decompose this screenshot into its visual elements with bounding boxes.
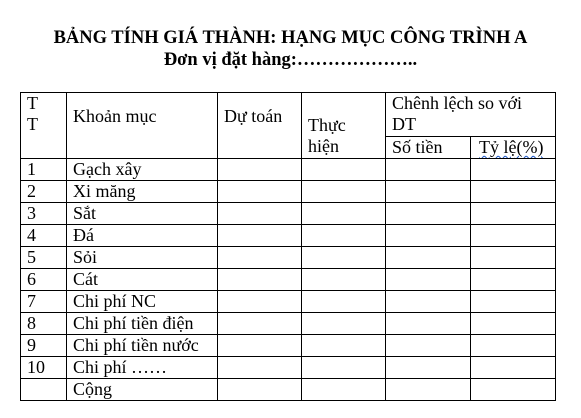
row-item: Chi phí tiền điện — [67, 313, 218, 335]
header-tt-line1: T — [27, 93, 38, 113]
row-actual — [302, 313, 386, 335]
row-variance-amount — [386, 357, 471, 379]
cost-table — [20, 92, 556, 401]
table-row — [21, 225, 556, 247]
row-actual — [302, 357, 386, 379]
row-item: Chi phí …… — [67, 357, 218, 379]
row-variance-ratio — [471, 291, 556, 313]
row-estimate — [218, 159, 302, 181]
header-variance-line2: DT — [392, 114, 416, 134]
table-row — [21, 335, 556, 357]
header-actual-line2: hiện — [308, 135, 339, 156]
row-actual — [302, 379, 386, 401]
row-variance-amount — [386, 291, 471, 313]
row-estimate — [218, 357, 302, 379]
row-item: Gạch xây — [67, 159, 218, 181]
ordering-unit-placeholder: ……………….. — [296, 50, 418, 70]
document-title: BẢNG TÍNH GIÁ THÀNH: HẠNG MỤC CÔNG TRÌNH A — [53, 28, 528, 48]
header-variance-line1: Chênh lệch so với — [392, 93, 522, 113]
row-variance-amount — [386, 269, 471, 291]
header-ratio-text: Tỷ lệ(%) — [479, 137, 544, 157]
row-estimate — [218, 379, 302, 401]
row-actual — [302, 159, 386, 181]
row-number — [21, 379, 67, 401]
row-estimate — [218, 225, 302, 247]
row-item: Chi phí NC — [67, 291, 218, 313]
table-row — [21, 357, 556, 379]
header-actual — [302, 93, 386, 159]
ordering-unit-label: Đơn vị đặt hàng: — [163, 50, 297, 70]
header-row-top — [21, 93, 556, 137]
row-number: 4 — [21, 225, 67, 247]
row-number: 1 — [21, 159, 67, 181]
row-item: Chi phí tiền nước — [67, 335, 218, 357]
row-actual — [302, 225, 386, 247]
header-estimate: Dự toán — [218, 93, 302, 159]
row-estimate — [218, 291, 302, 313]
row-actual — [302, 247, 386, 269]
row-number: 6 — [21, 269, 67, 291]
row-variance-amount — [386, 159, 471, 181]
row-item: Sắt — [67, 203, 218, 225]
row-variance-ratio — [471, 203, 556, 225]
row-variance-amount — [386, 335, 471, 357]
row-variance-amount — [386, 247, 471, 269]
row-estimate — [218, 203, 302, 225]
header-amount: Số tiền — [386, 137, 471, 159]
table-row — [21, 379, 556, 401]
row-number: 9 — [21, 335, 67, 357]
row-number: 7 — [21, 291, 67, 313]
row-actual — [302, 269, 386, 291]
row-estimate — [218, 247, 302, 269]
cost-table-body — [21, 93, 556, 401]
row-variance-ratio — [471, 335, 556, 357]
row-variance-ratio — [471, 357, 556, 379]
table-row — [21, 247, 556, 269]
row-estimate — [218, 269, 302, 291]
row-actual — [302, 335, 386, 357]
row-variance-amount — [386, 203, 471, 225]
row-number: 5 — [21, 247, 67, 269]
row-estimate — [218, 181, 302, 203]
row-variance-ratio — [471, 313, 556, 335]
table-row — [21, 159, 556, 181]
row-actual — [302, 291, 386, 313]
table-row — [21, 313, 556, 335]
table-row — [21, 291, 556, 313]
table-row — [21, 203, 556, 225]
row-variance-amount — [386, 181, 471, 203]
header-item: Khoản mục — [67, 93, 218, 159]
ordering-unit-line — [0, 49, 581, 71]
row-actual — [302, 203, 386, 225]
row-item: Cộng — [67, 379, 218, 401]
row-item: Cát — [67, 269, 218, 291]
row-variance-ratio — [471, 181, 556, 203]
table-row — [21, 181, 556, 203]
row-item: Sỏi — [67, 247, 218, 269]
row-variance-ratio — [471, 225, 556, 247]
row-number: 3 — [21, 203, 67, 225]
header-actual-line1: Thực — [308, 114, 346, 135]
header-tt — [21, 93, 67, 159]
row-number: 10 — [21, 357, 67, 379]
header-ratio — [471, 137, 556, 159]
row-variance-amount — [386, 313, 471, 335]
row-estimate — [218, 313, 302, 335]
row-variance-ratio — [471, 269, 556, 291]
row-estimate — [218, 335, 302, 357]
row-number: 2 — [21, 181, 67, 203]
row-variance-amount — [386, 225, 471, 247]
row-variance-ratio — [471, 379, 556, 401]
table-row — [21, 269, 556, 291]
row-variance-amount — [386, 379, 471, 401]
header-variance — [386, 93, 556, 137]
row-item: Xi măng — [67, 181, 218, 203]
row-number: 8 — [21, 313, 67, 335]
row-item: Đá — [67, 225, 218, 247]
row-variance-ratio — [471, 159, 556, 181]
row-actual — [302, 181, 386, 203]
row-variance-ratio — [471, 247, 556, 269]
header-tt-line2: T — [27, 114, 38, 134]
